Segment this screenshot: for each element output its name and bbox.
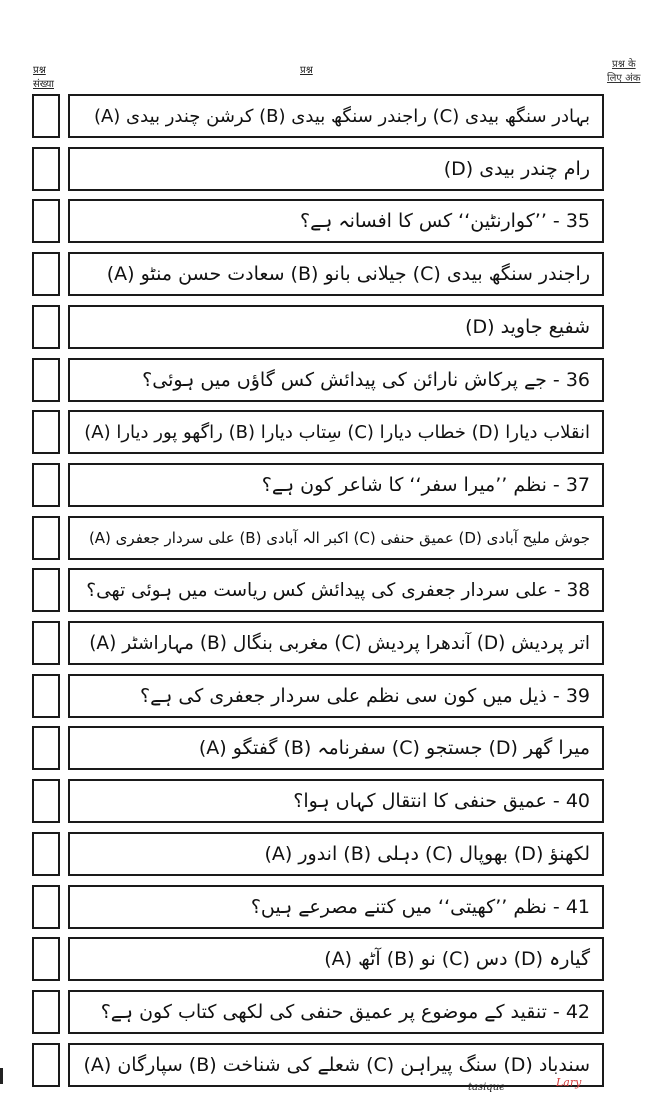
question-text: 38 - علی سردار جعفری کی پیدائش کس ریاست میں ہوئی تھی؟ (86, 579, 590, 601)
question-text: (A) مہاراشٹر (B) مغربی بنگال (C) آندھرا پردیش (D) اتر پردیش (89, 632, 590, 654)
question-row (32, 147, 604, 191)
red-signature: Lary (556, 1076, 582, 1089)
question-number-box (32, 621, 60, 665)
question-text-box (68, 147, 604, 191)
question-row (32, 937, 604, 981)
question-row (32, 463, 604, 507)
question-text-box (68, 726, 604, 770)
question-text: 40 - عمیق حنفی کا انتقال کہاں ہوا؟ (293, 790, 590, 812)
question-number-header: प्रश्न (33, 65, 46, 76)
question-text: 35 - ’’کوارنٹین‘‘ کس کا افسانہ ہے؟ (300, 210, 590, 232)
question-row (32, 779, 604, 823)
question-text: (D) شفیع جاوید (465, 316, 590, 338)
question-text: (A) آٹھ (B) نو (C) دس (D) گیارہ (324, 948, 590, 970)
question-number-box (32, 199, 60, 243)
question-number-box (32, 726, 60, 770)
question-text-box (68, 674, 604, 718)
question-text: (A) گفتگو (B) سفرنامہ (C) جستجو (D) میرا گھر (198, 737, 590, 759)
question-text-box (68, 358, 604, 402)
question-number-header-line2: संख्या (33, 79, 54, 90)
question-number-box (32, 147, 60, 191)
question-text: 36 - جے پرکاش نارائن کی پیدائش کس گاؤں میں ہوئی؟ (142, 369, 590, 391)
question-row (32, 252, 604, 296)
question-text-box (68, 252, 604, 296)
question-text-box (68, 94, 604, 138)
question-text: (A) سعادت حسن منٹو (B) جیلانی بانو (C) راجندر سنگھ بیدی (106, 263, 590, 285)
marks-header: प्रश्न के (612, 59, 636, 70)
question-row (32, 990, 604, 1034)
question-text-box (68, 305, 604, 349)
question-row (32, 568, 604, 612)
question-text-box (68, 621, 604, 665)
question-text-box (68, 885, 604, 929)
question-row (32, 516, 604, 560)
question-text: (A) سپارگان (B) شعلے کی شناخت (C) سنگ پیراہن (D) سندباد (83, 1054, 590, 1076)
question-text-box (68, 1043, 604, 1087)
question-number-box (32, 990, 60, 1034)
question-text: (A) راگھو پور دیارا (B) سِتاب دیارا (C) خطاب دیارا (D) انقلاب دیارا (84, 421, 590, 443)
question-number-box (32, 516, 60, 560)
question-number-box (32, 779, 60, 823)
question-row (32, 885, 604, 929)
handwritten-note: tasique (468, 1082, 506, 1093)
question-text: (A) کرشن چندر بیدی (B) راجندر سنگھ بیدی (C) بہادر سنگھ بیدی (93, 105, 590, 127)
question-text: 39 - ذیل میں کون سی نظم علی سردار جعفری کی ہے؟ (140, 685, 590, 707)
question-number-box (32, 410, 60, 454)
question-text-box (68, 516, 604, 560)
question-row (32, 726, 604, 770)
question-row (32, 199, 604, 243)
marks-header-line2: लिए अंक (607, 73, 641, 84)
question-row (32, 410, 604, 454)
question-row (32, 674, 604, 718)
question-text-box (68, 990, 604, 1034)
question-text: 42 - تنقید کے موضوع پر عمیق حنفی کی لکھی کتاب کون ہے؟ (100, 1001, 590, 1023)
question-text: (A) اندور (B) دہلی (C) بھوپال (D) لکھنؤ (264, 843, 590, 865)
question-text-box (68, 779, 604, 823)
question-row (32, 1043, 604, 1087)
question-number-box (32, 885, 60, 929)
question-number-box (32, 252, 60, 296)
question-text: 37 - نظم ’’میرا سفر‘‘ کا شاعر کون ہے؟ (261, 474, 590, 496)
question-number-box (32, 674, 60, 718)
question-row (32, 94, 604, 138)
question-number-box (32, 463, 60, 507)
question-row (32, 832, 604, 876)
question-text-box (68, 410, 604, 454)
question-number-box (32, 832, 60, 876)
question-text-box (68, 937, 604, 981)
question-text: (A) علی سردار جعفری (B) اکبر الہ آبادی (C) عمیق حنفی (D) جوش ملیح آبادی (88, 529, 590, 547)
question-row (32, 358, 604, 402)
question-text: 41 - نظم ’’کھیتی‘‘ میں کتنے مصرعے ہیں؟ (250, 896, 590, 918)
question-header: प्रश्न (300, 65, 313, 76)
question-number-box (32, 937, 60, 981)
question-text-box (68, 568, 604, 612)
margin-mark (0, 1068, 3, 1084)
question-number-box (32, 94, 60, 138)
question-number-box (32, 358, 60, 402)
question-row (32, 621, 604, 665)
question-text: (D) رام چندر بیدی (443, 158, 590, 180)
question-text-box (68, 199, 604, 243)
question-text-box (68, 463, 604, 507)
question-row (32, 305, 604, 349)
question-number-box (32, 1043, 60, 1087)
question-number-box (32, 305, 60, 349)
question-text-box (68, 832, 604, 876)
question-number-box (32, 568, 60, 612)
